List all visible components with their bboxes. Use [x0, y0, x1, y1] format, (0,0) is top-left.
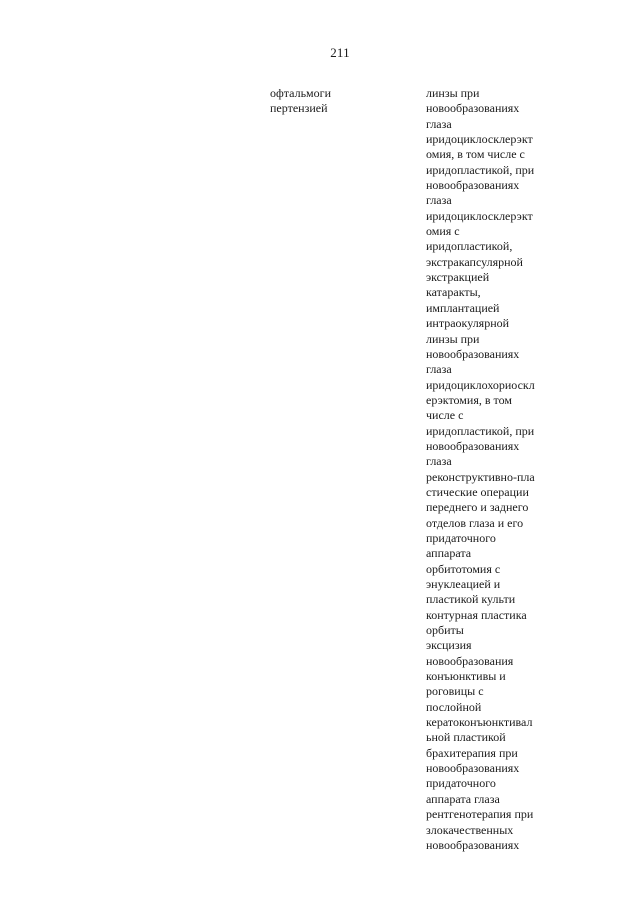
text-line: иридоциклосклерэкт — [426, 132, 533, 147]
text-line: новообразованиях — [426, 438, 520, 453]
text-line: новообразованиях — [426, 761, 520, 776]
text-line: экстракапсулярной — [426, 254, 523, 269]
text-line: конъюнктивы и — [426, 669, 506, 684]
text-line: иридопластикой, при — [426, 423, 535, 438]
text-line: иридоциклохориоскл — [426, 377, 535, 392]
text-line: глаза — [426, 454, 452, 469]
text-line: орбитотомия с — [426, 561, 501, 576]
text-line: омия, в том числе с — [426, 147, 525, 162]
text-line: линзы при — [426, 331, 480, 346]
text-line: ерэктомия, в том — [426, 392, 512, 407]
text-line: энуклеацией и — [426, 577, 501, 591]
text-line: новообразованиях — [426, 101, 520, 116]
text-line: глаза — [426, 193, 452, 208]
text-line: послойной — [426, 699, 482, 714]
text-line: пертензией — [270, 100, 328, 115]
text-line: стические операции — [426, 484, 529, 499]
text-line: омия с — [426, 224, 460, 239]
page-number: 211 — [330, 45, 350, 60]
text-line: контурная пластика — [426, 607, 527, 622]
text-line: числе с — [426, 408, 464, 423]
text-line: имплантацией — [426, 300, 500, 315]
text-line: новообразования — [426, 653, 514, 668]
text-line: ьной пластикой — [426, 730, 506, 745]
text-line: иридоциклосклерэкт — [426, 208, 533, 223]
text-line: экстракцией — [426, 270, 490, 285]
text-line: придаточного — [426, 530, 496, 545]
text-line: линзы при — [426, 86, 480, 100]
text-line: интраокулярной — [426, 316, 510, 331]
text-line: придаточного — [426, 776, 496, 791]
left-text-column — [270, 86, 390, 115]
text-line: кератоконъюнктивал — [426, 715, 533, 730]
text-line: аппарата — [426, 546, 472, 561]
text-line: офтальмоги — [270, 86, 331, 100]
text-line: злокачественных — [426, 822, 514, 837]
text-line: иридопластикой, при — [426, 162, 535, 177]
text-line: новообразованиях — [426, 178, 520, 193]
text-line: переднего и заднего — [426, 500, 529, 515]
text-line: брахитерапия при — [426, 745, 518, 760]
text-line: катаракты, — [426, 285, 481, 300]
text-line: пластикой культи — [426, 592, 516, 607]
text-line: новообразованиях — [426, 346, 520, 361]
text-line: отделов глаза и его — [426, 515, 524, 530]
text-line: новообразованиях — [426, 837, 520, 852]
text-line: аппарата глаза — [426, 791, 500, 806]
text-line: рентгенотерапия при — [426, 807, 534, 822]
text-line: глаза — [426, 116, 452, 131]
right-text-column — [426, 86, 566, 853]
text-line: орбиты — [426, 623, 464, 638]
text-line: эксцизия — [426, 638, 472, 653]
text-line: глаза — [426, 362, 452, 377]
text-line: реконструктивно-пла — [426, 469, 535, 484]
text-line: роговицы с — [426, 684, 484, 699]
text-line: иридопластикой, — [426, 239, 513, 254]
